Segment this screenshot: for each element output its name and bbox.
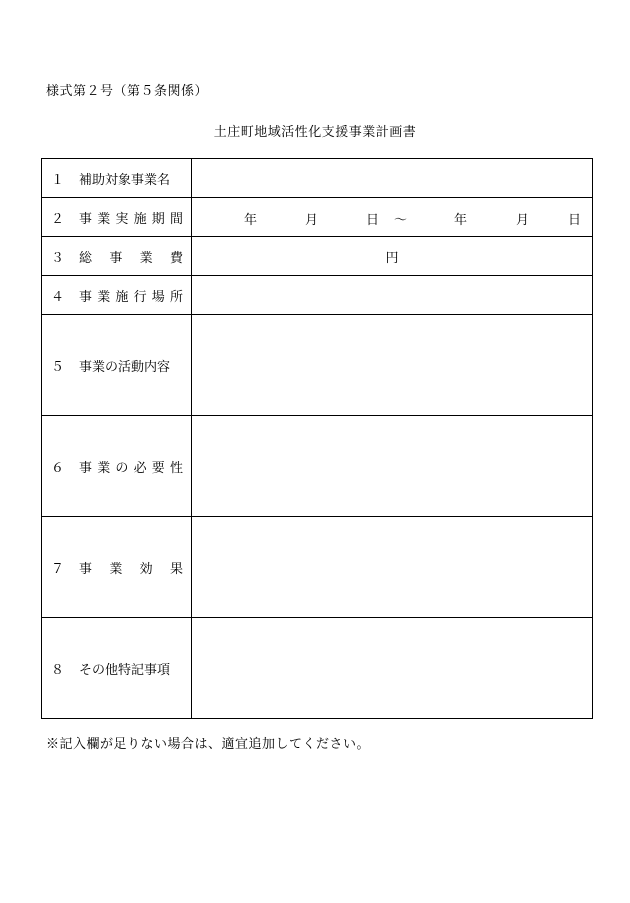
row-label: 総 事 業 費	[79, 250, 183, 266]
table-row	[42, 416, 593, 517]
tilde-label: 〜	[394, 213, 408, 228]
table-row	[42, 198, 593, 237]
yen-unit-label: 円	[385, 250, 399, 266]
end-day-label: 日	[568, 213, 582, 228]
location-field[interactable]	[192, 276, 593, 315]
row-label: その他特記事項	[79, 662, 171, 678]
row-number: １	[51, 172, 65, 188]
period-field[interactable]	[192, 198, 593, 237]
row-label: 事 業 施 行 場 所	[79, 289, 183, 305]
row-number: ４	[51, 289, 65, 305]
row-label: 補助対象事業名	[79, 172, 171, 188]
footnote: ※記入欄が足りない場合は、適宜追加してください。	[46, 737, 371, 752]
document-title: 土庄町地域活性化支援事業計画書	[213, 125, 417, 140]
row-label: 事業の活動内容	[79, 359, 171, 375]
row-label: 事 業 効 果	[79, 561, 183, 577]
row-number: ３	[51, 250, 65, 266]
row-number: ８	[51, 662, 65, 678]
table-row	[42, 618, 593, 719]
form-number: 様式第２号（第５条関係）	[46, 84, 209, 99]
plan-form-table	[41, 158, 593, 719]
row-label: 事 業 の 必 要 性	[79, 460, 183, 476]
other-notes-field[interactable]	[192, 618, 593, 719]
effect-field[interactable]	[192, 517, 593, 618]
necessity-field[interactable]	[192, 416, 593, 517]
row-number: ７	[51, 561, 65, 577]
table-row	[42, 315, 593, 416]
start-year-label: 年	[244, 213, 258, 228]
start-day-label: 日	[366, 213, 380, 228]
row-number: ５	[51, 359, 65, 375]
table-row	[42, 159, 593, 198]
end-year-label: 年	[454, 213, 468, 228]
activity-content-field[interactable]	[192, 315, 593, 416]
project-name-field[interactable]	[192, 159, 593, 198]
row-label: 事 業 実 施 期 間	[79, 211, 183, 227]
row-number: ２	[51, 211, 65, 227]
table-row	[42, 276, 593, 315]
table-row	[42, 517, 593, 618]
end-month-label: 月	[516, 213, 530, 228]
total-cost-field[interactable]	[192, 237, 593, 276]
row-number: ６	[51, 460, 65, 476]
start-month-label: 月	[305, 213, 319, 228]
table-row	[42, 237, 593, 276]
